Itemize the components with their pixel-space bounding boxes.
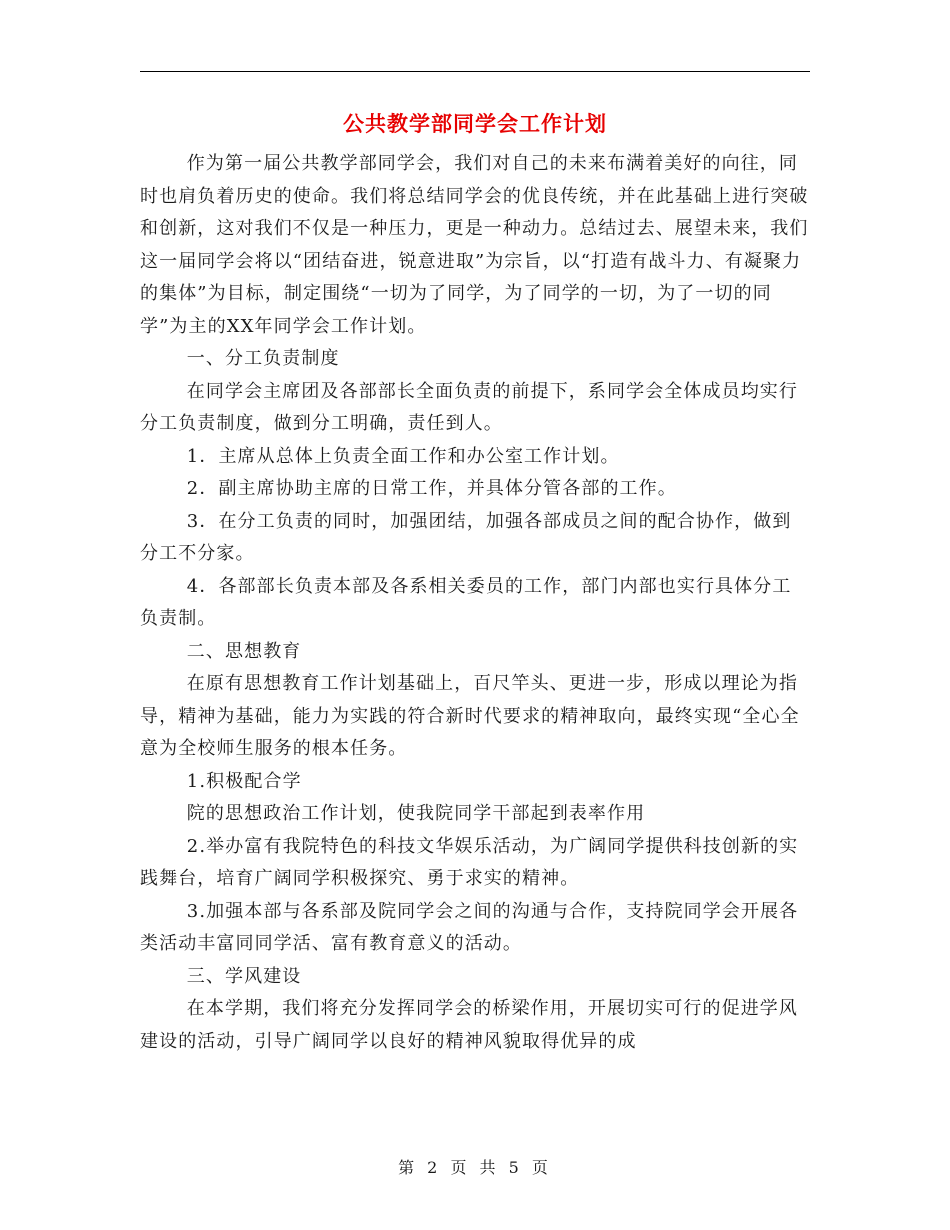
list-item: 4．各部部长负责本部及各系相关委员的工作，部门内部也实行具体分工负责制。 <box>140 575 792 629</box>
section-heading-3: 三、学风建设 <box>186 965 302 987</box>
list-item: 2.举办富有我院特色的科技文华娱乐活动，为广阔同学提供科技创新的实践舞台，培育广阔同学积极探究、勇于求实的精神。 <box>140 835 799 889</box>
paragraph: 在本学期，我们将充分发挥同学会的桥梁作用，开展切实可行的促进学风建设的活动，引导广阔同学以良好的精神风貌取得优异的成 <box>140 998 798 1052</box>
list-item: 3．在分工负责的同时，加强团结，加强各部成员之间的配合协作，做到分工不分家。 <box>140 510 792 564</box>
header-rule <box>140 71 810 72</box>
document-body <box>140 148 810 1058</box>
paragraph: 院的思想政治工作计划，使我院同学干部起到表率作用 <box>186 803 646 824</box>
document-title: 公共教学部同学会工作计划 <box>343 111 607 136</box>
paragraph: 在同学会主席团及各部部长全面负责的前提下，系同学会全体成员均实行分工负责制度，做到分工明确，责任到人。 <box>140 380 798 434</box>
list-item: 1.积极配合学 <box>186 770 302 792</box>
list-item: 1．主席从总体上负责全面工作和办公室工作计划。 <box>186 445 620 467</box>
page-number-footer: 第 2 页 共 5 页 <box>398 1158 552 1177</box>
section-heading-2: 二、思想教育 <box>186 640 302 662</box>
paragraph-intro: 作为第一届公共教学部同学会，我们对自己的未来布满着美好的向往，同时也肩负着历史的使命。我们将总结同学会的优良传统，并在此基础上进行突破和创新，这对我们不仅是一种压力，更是一种动力。总结过去、展望未来，我们这一届同学会将以“团结奋进，锐意进取”为宗旨，以“打造有战斗力、有凝聚力的集体”为目标，制定围绕“一切为了同学，为了同学的一切，为了一切的同学”为主的XX年同学会工作计划。 <box>140 153 809 337</box>
paragraph: 在原有思想教育工作计划基础上，百尺竿头、更进一步，形成以理论为指导，精神为基础，能力为实践的符合新时代要求的精神取向，最终实现“全心全意为全校师生服务的根本任务。 <box>140 673 800 759</box>
section-heading-1: 一、分工负责制度 <box>186 348 340 369</box>
list-item: 2．副主席协助主席的日常工作，并具体分管各部的工作。 <box>186 478 677 499</box>
list-item: 3.加强本部与各系部及院同学会之间的沟通与合作，支持院同学会开展各类活动丰富同同学活、富有教育意义的活动。 <box>140 900 799 954</box>
